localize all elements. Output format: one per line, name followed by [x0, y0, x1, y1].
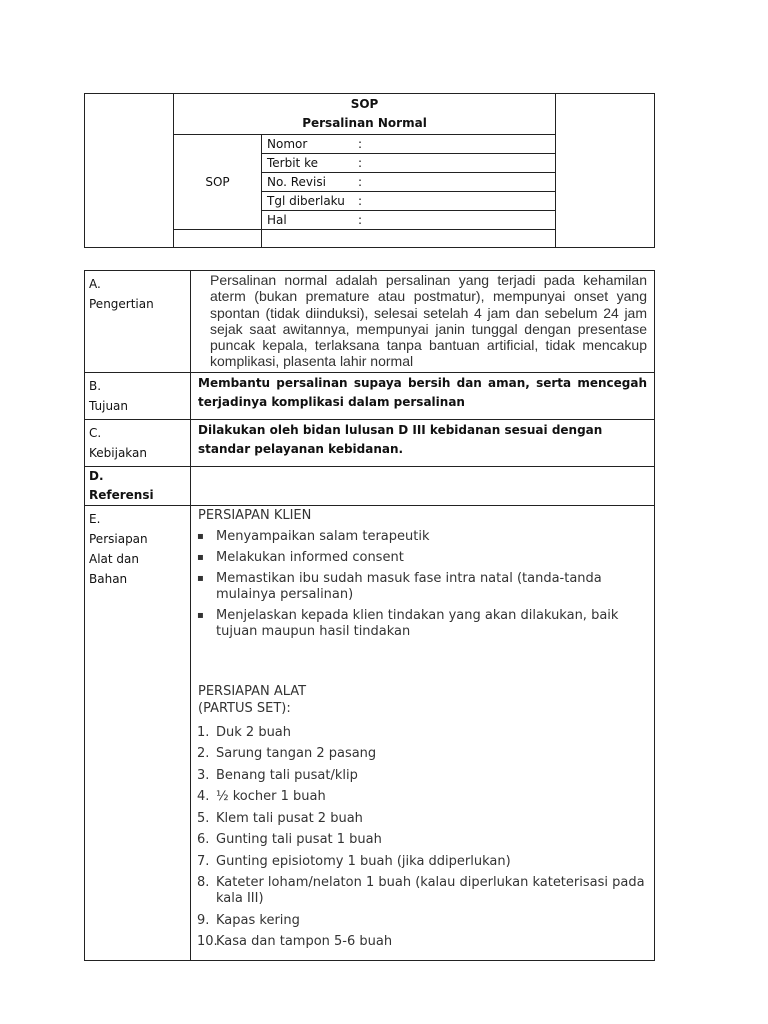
sop-title-line2: Persalinan Normal	[302, 116, 427, 130]
persiapan-content	[191, 505, 655, 960]
sop-label: SOP	[205, 175, 230, 189]
list-item-text: Menyampaikan salam terapeutik	[216, 528, 430, 544]
section-letter: A.	[89, 277, 101, 291]
item-number: 7.	[197, 853, 210, 869]
list-item	[197, 571, 648, 603]
section-label: Pengertian	[89, 297, 154, 311]
list-item	[197, 768, 648, 784]
list-item-text: Gunting episiotomy 1 buah (jika ddiperlukan)	[216, 853, 511, 869]
list-item	[197, 934, 648, 950]
tujuan-text: Membantu persalinan supaya bersih dan aman, serta mencegah terjadinya komplikasi dalam persalinan	[191, 372, 655, 419]
field-no-revisi	[262, 173, 556, 192]
list-item-text: Benang tali pusat/klip	[216, 767, 358, 783]
list-item	[197, 789, 648, 805]
field-separator: :	[358, 156, 363, 170]
section-row-referensi	[85, 466, 655, 505]
field-separator: :	[358, 213, 363, 227]
sop-header-table	[84, 93, 655, 248]
section-label-cell	[85, 419, 191, 466]
list-item-text: Klem tali pusat 2 buah	[216, 810, 363, 826]
list-item	[197, 725, 648, 741]
referensi-text	[191, 466, 655, 505]
list-item-text: Menjelaskan kepada klien tindakan yang akan dilakukan, baik tujuan maupun hasil tindakan	[216, 607, 619, 639]
section-row-pengertian	[85, 271, 655, 373]
list-item	[197, 875, 648, 907]
field-hal	[262, 211, 556, 230]
list-item	[197, 811, 648, 827]
section-label-cell	[85, 372, 191, 419]
list-item-text: Sarung tangan 2 pasang	[216, 746, 377, 762]
list-item	[197, 529, 648, 545]
item-number: 6.	[197, 832, 210, 848]
item-number: 10.	[197, 934, 218, 950]
klien-list	[197, 529, 648, 640]
item-number: 5.	[197, 810, 210, 826]
spacer	[197, 645, 648, 683]
empty-cell	[174, 230, 262, 248]
label-line: Bahan	[89, 571, 128, 586]
field-tgl-diberlaku	[262, 192, 556, 211]
section-letter: C.	[89, 425, 102, 440]
section-letter: B.	[89, 378, 102, 393]
field-label: Tgl diberlaku	[267, 194, 345, 208]
field-terbit-ke	[262, 154, 556, 173]
section-row-persiapan	[85, 505, 655, 960]
sop-label-cell	[174, 135, 262, 230]
bullet-icon: ▪	[197, 551, 204, 563]
pengertian-text: Persalinan normal adalah persalinan yang terjadi pada kehamilan aterm (bukan premature atau postmatur), mempunyai onset yang spontan (tidak diinduksi), selesai setelah 4 jam dan sebelum 24 jam sejak saat awitannya, mempunyai janin tunggal dengan presentase puncak kepala, terlaksana tanpa bantuan artificial, tidak mencakup komplikasi, plasenta lahir normal	[191, 271, 655, 373]
list-item	[197, 746, 648, 762]
section-label: Tujuan	[89, 398, 129, 413]
sop-title	[174, 94, 556, 135]
field-label: Nomor	[267, 137, 308, 151]
section-label	[89, 529, 171, 589]
list-item	[197, 913, 648, 929]
field-nomor	[262, 135, 556, 154]
bullet-icon: ▪	[197, 572, 204, 584]
logo-cell-left	[85, 94, 174, 248]
field-label: Terbit ke	[267, 156, 318, 170]
list-item	[197, 832, 648, 848]
logo-cell-right	[556, 94, 655, 248]
klien-title: PERSIAPAN KLIEN	[198, 507, 312, 523]
list-item	[197, 854, 648, 870]
section-label-cell	[85, 271, 191, 373]
section-label-cell	[85, 466, 191, 505]
bullet-icon: ▪	[197, 530, 204, 542]
list-item-text: ½ kocher 1 buah	[216, 789, 326, 805]
kebijakan-text: Dilakukan oleh bidan lulusan D III kebidanan sesuai dengan standar pelayanan kebidanan.	[191, 419, 655, 466]
section-row-kebijakan	[85, 419, 655, 466]
list-item-text: Duk 2 buah	[216, 724, 292, 740]
sop-content-table	[84, 270, 655, 961]
sop-title-line1: SOP	[350, 97, 379, 111]
item-number: 1.	[197, 724, 210, 740]
section-label: Kebijakan	[89, 445, 147, 460]
field-label: No. Revisi	[267, 175, 326, 189]
list-item-text: Kateter loham/nelaton 1 buah (kalau diperlukan kateterisasi pada kala III)	[216, 875, 645, 907]
label-line: Alat dan	[89, 551, 139, 566]
item-number: 4.	[197, 789, 210, 805]
item-number: 2.	[197, 746, 210, 762]
alat-title: PERSIAPAN ALAT	[198, 683, 307, 699]
list-item-text: Memastikan ibu sudah masuk fase intra natal (tanda-tanda mulainya persalinan)	[216, 570, 602, 602]
item-number: 9.	[197, 912, 210, 928]
section-letter: E.	[89, 511, 101, 526]
section-label-cell	[85, 505, 191, 960]
list-item	[197, 550, 648, 566]
field-separator: :	[358, 175, 363, 189]
item-number: 3.	[197, 767, 210, 783]
list-item-text: Kasa dan tampon 5-6 buah	[216, 934, 393, 950]
list-item-text: Melakukan informed consent	[216, 549, 404, 565]
item-number: 8.	[197, 875, 210, 891]
section-row-tujuan	[85, 372, 655, 419]
label-line: Persiapan	[89, 531, 148, 546]
section-label: Referensi	[89, 487, 154, 502]
bullet-icon: ▪	[197, 609, 204, 621]
list-item-text: Kapas kering	[216, 912, 300, 928]
field-separator: :	[358, 137, 363, 151]
field-label: Hal	[267, 213, 287, 227]
empty-cell	[262, 230, 556, 248]
list-item-text: Gunting tali pusat 1 buah	[216, 832, 382, 848]
alat-list	[197, 725, 648, 951]
section-letter: D.	[89, 468, 104, 483]
list-item	[197, 608, 648, 640]
field-separator: :	[358, 194, 363, 208]
alat-subtitle: (PARTUS SET):	[198, 700, 291, 716]
